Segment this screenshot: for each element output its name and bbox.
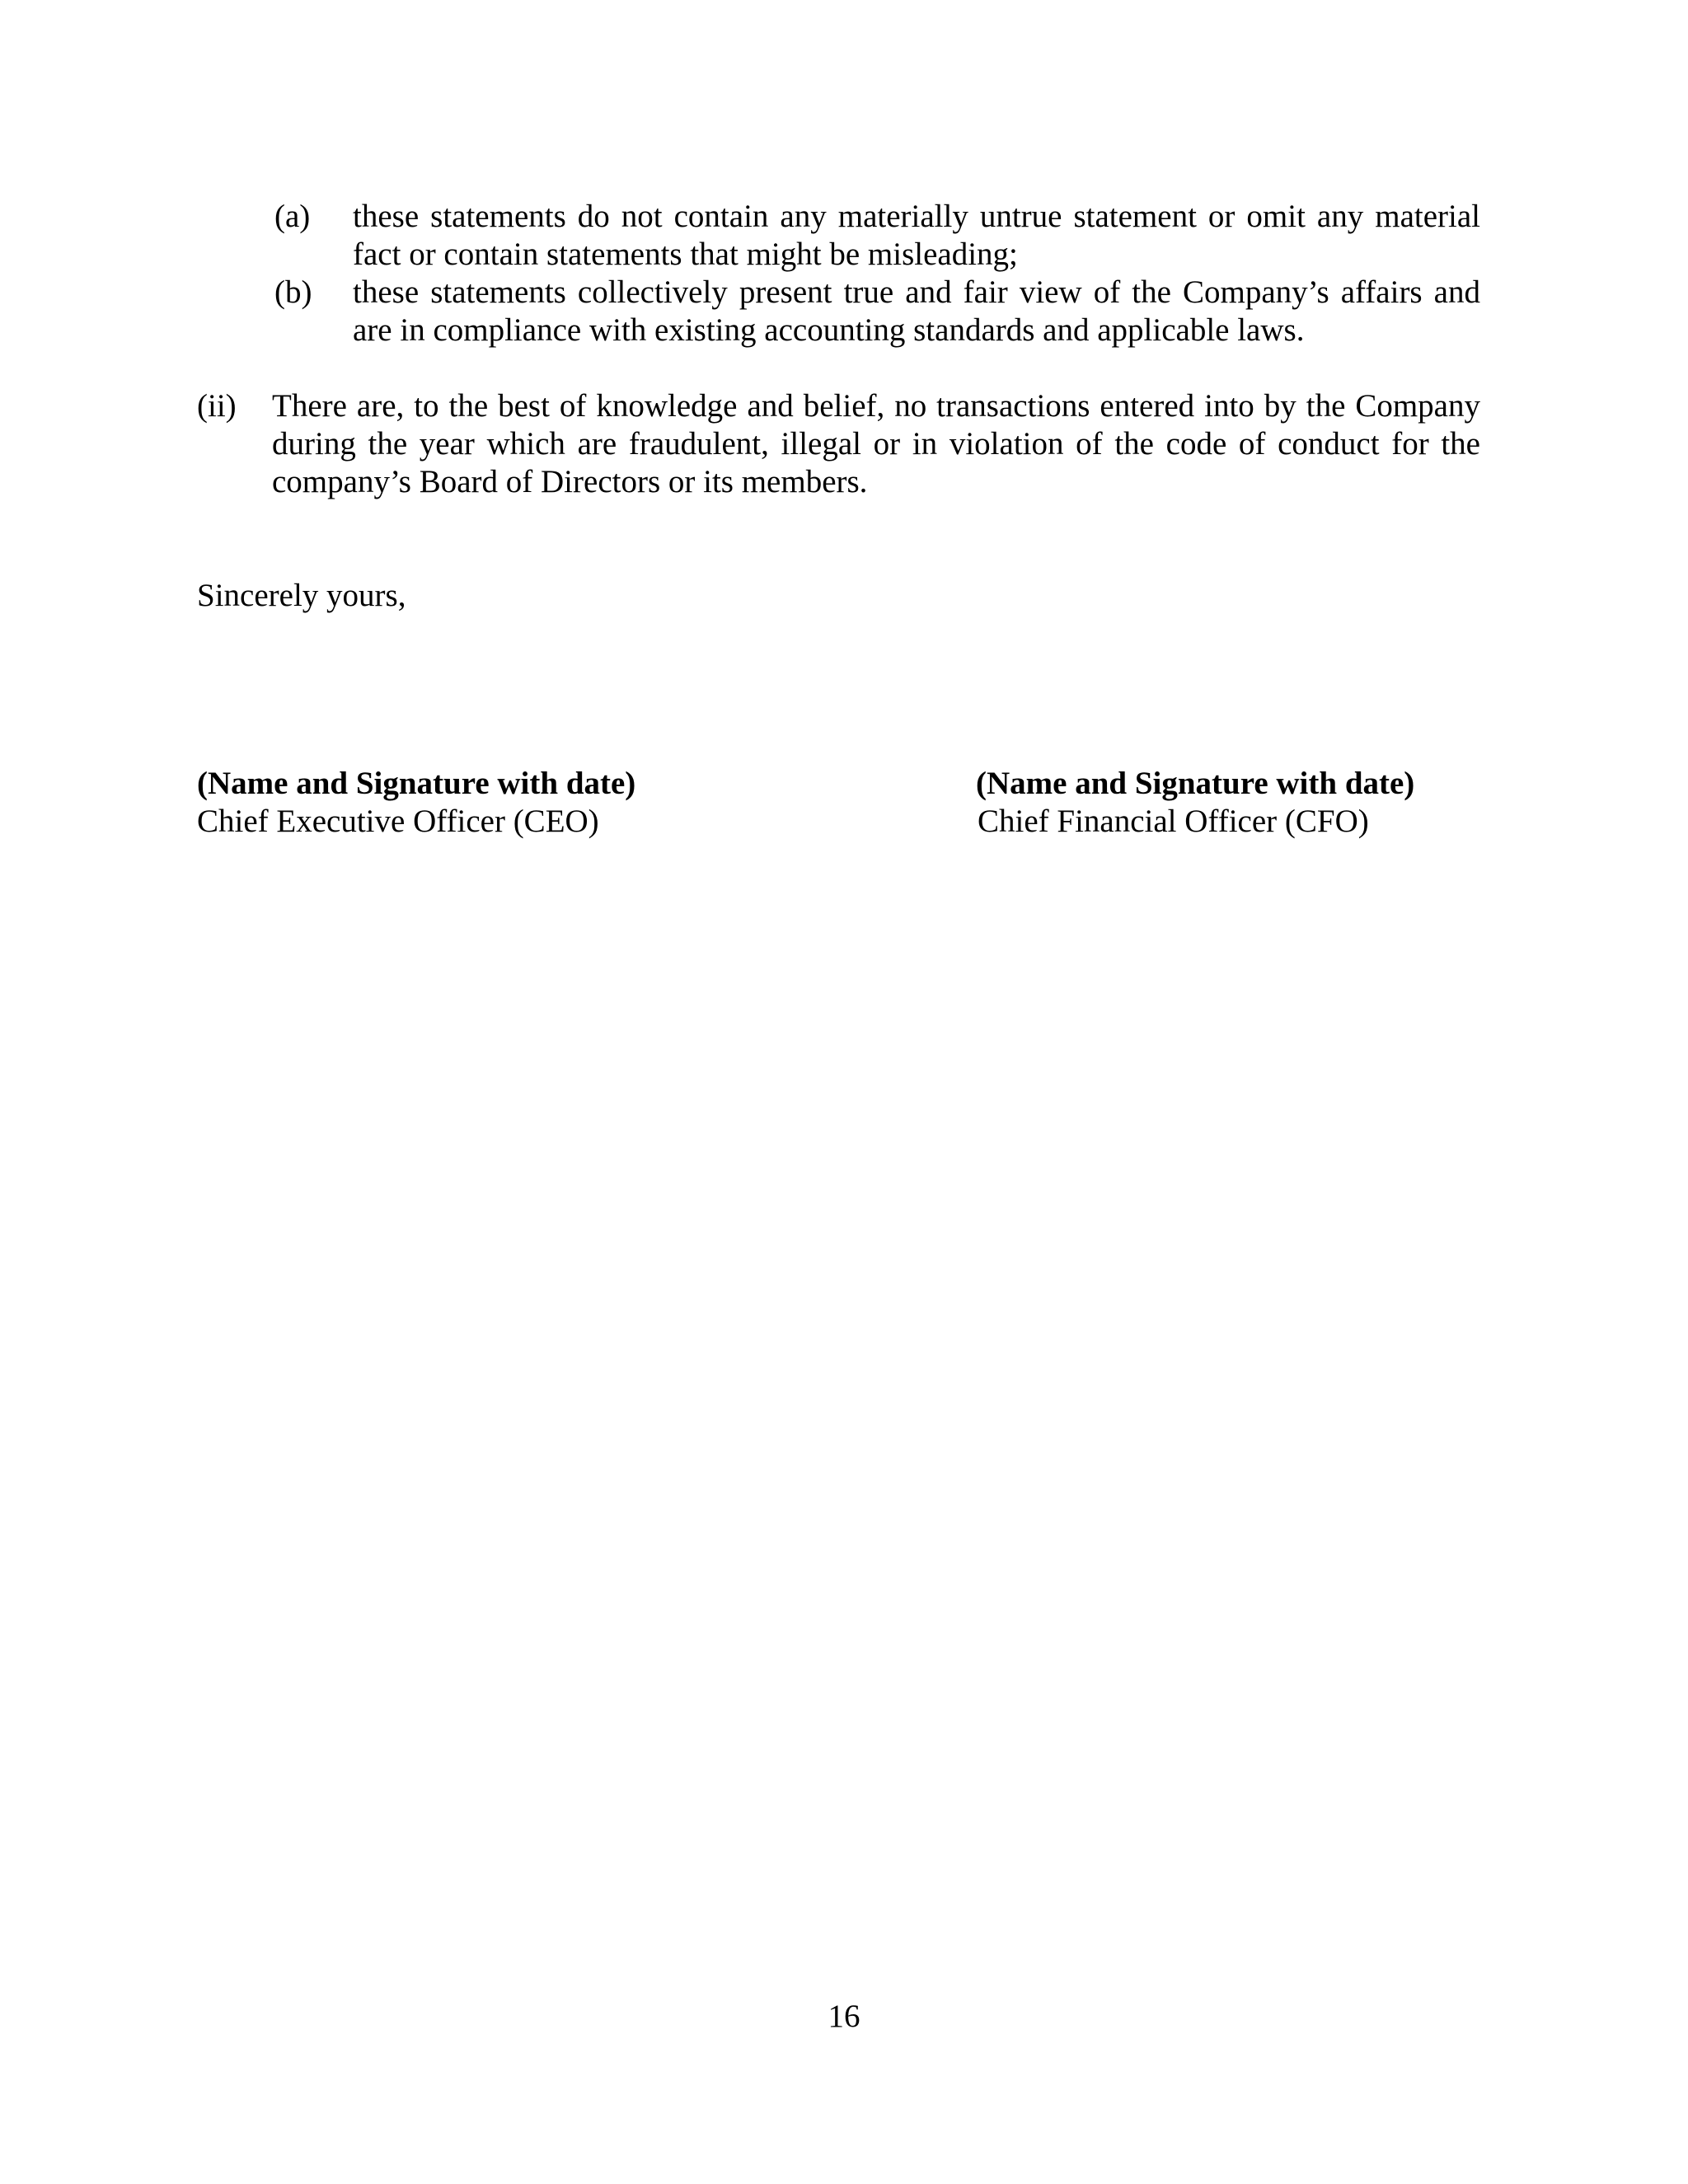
cfo-title: Chief Financial Officer (CFO) [978,804,1369,839]
ceo-title: Chief Executive Officer (CEO) [197,804,599,839]
item-marker-ii: (ii) [197,388,237,424]
list-marker-b: (b) [274,274,312,310]
page-number: 16 [828,1999,860,2034]
item-ii-text [272,387,1480,501]
closing-salutation: Sincerely yours, [197,578,406,613]
ceo-signature-heading: (Name and Signature with date) [197,766,636,801]
list-marker-a: (a) [274,199,311,234]
cfo-signature-heading: (Name and Signature with date) [976,766,1415,801]
list-item-b-text: these statements collectively present true and fair view of the Company’s affairs and are in compliance with existing accounting standards and applicable laws. [353,274,1480,348]
item-ii-text-content: There are, to the best of knowledge and belief, no transactions entered into by the Company during the year which are fraudulent, illegal or in violation of the code of conduct for the company’s Board of Directors or its members. [272,388,1480,499]
list-item-a-text: these statements do not contain any materially untrue statement or omit any material fact or contain statements that might be misleading; [353,199,1480,272]
